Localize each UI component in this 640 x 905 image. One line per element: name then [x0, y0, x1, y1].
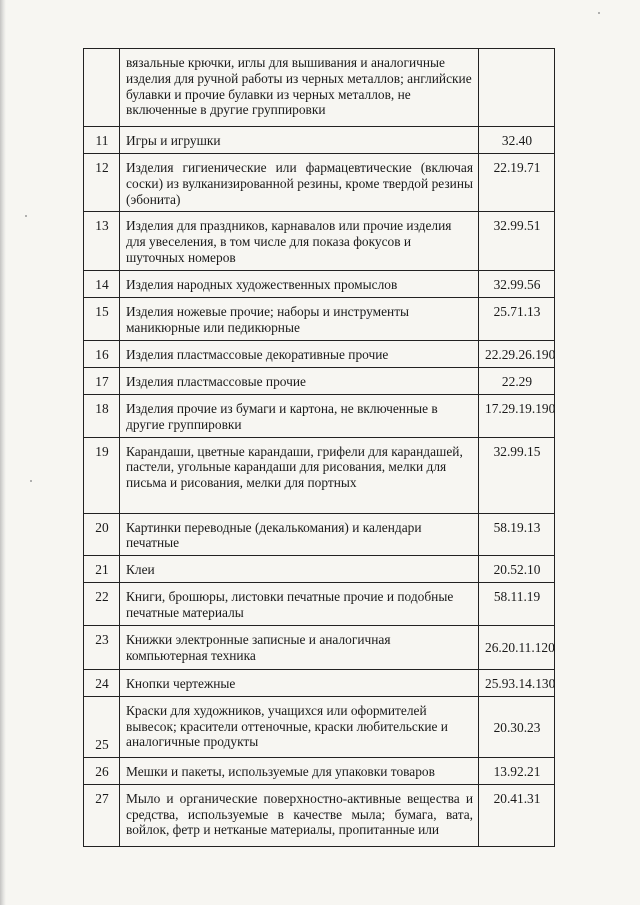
- okpd-code: 25.93.14.130: [479, 669, 555, 696]
- product-name: Изделия пластмассовые декоративные прочие: [120, 340, 479, 367]
- okpd-code: 20.52.10: [479, 556, 555, 583]
- product-name: Изделия гигиенические или фармацевтические (включая соски) из вулканизированной резины, кроме твердой резины (эбонита): [120, 154, 479, 212]
- table-row: [84, 583, 555, 626]
- row-number: 13: [84, 212, 120, 270]
- okpd-code: 32.99.56: [479, 270, 555, 297]
- okpd-code: 13.92.21: [479, 757, 555, 784]
- row-number: [84, 49, 120, 127]
- table-row: [84, 625, 555, 669]
- okpd-code: 22.29: [479, 367, 555, 394]
- product-name: Изделия пластмассовые прочие: [120, 367, 479, 394]
- product-name: Изделия прочие из бумаги и картона, не включенные в другие группировки: [120, 394, 479, 437]
- product-name: Карандаши, цветные карандаши, грифели для карандашей, пастели, угольные карандаши для рисования, мелки для письма и рисования, мелки для портных: [120, 437, 479, 513]
- okpd-code: 32.99.15: [479, 437, 555, 513]
- row-number: 16: [84, 340, 120, 367]
- okpd-code: 32.99.51: [479, 212, 555, 270]
- okpd-code: 20.41.31: [479, 784, 555, 846]
- row-number: 24: [84, 669, 120, 696]
- product-name: Книжки электронные записные и аналогичная компьютерная техника: [120, 625, 479, 669]
- row-number: 11: [84, 127, 120, 154]
- table-row: [84, 127, 555, 154]
- row-number: 18: [84, 394, 120, 437]
- okpd-product-table: [83, 48, 555, 847]
- product-name: вязальные крючки, иглы для вышивания и аналогичные изделия для ручной работы из черных металлов; английские булавки и прочие булавки из черных металлов, не включенные в другие группировки: [120, 49, 479, 127]
- okpd-code: 32.40: [479, 127, 555, 154]
- row-number: 22: [84, 583, 120, 626]
- table-row: [84, 556, 555, 583]
- okpd-code: 20.30.23: [479, 696, 555, 757]
- product-name: Кнопки чертежные: [120, 669, 479, 696]
- row-number: 14: [84, 270, 120, 297]
- product-name: Клеи: [120, 556, 479, 583]
- table-row: [84, 212, 555, 270]
- scan-speck: [598, 12, 600, 14]
- row-number: 25: [84, 696, 120, 757]
- table-row: [84, 367, 555, 394]
- row-number: 12: [84, 154, 120, 212]
- table-row: [84, 297, 555, 340]
- okpd-code: 58.11.19: [479, 583, 555, 626]
- table-row: [84, 49, 555, 127]
- table-row: [84, 437, 555, 513]
- row-number: 15: [84, 297, 120, 340]
- okpd-code: 22.29.26.190: [479, 340, 555, 367]
- table-row: [84, 513, 555, 556]
- row-number: 19: [84, 437, 120, 513]
- table-row: [84, 757, 555, 784]
- table-row: [84, 270, 555, 297]
- scan-speck: [30, 480, 32, 482]
- okpd-code: 26.20.11.120: [479, 625, 555, 669]
- product-name: Краски для художников, учащихся или оформителей вывесок; красители оттеночные, краски любительские и аналогичные продукты: [120, 696, 479, 757]
- row-number: 27: [84, 784, 120, 846]
- scan-edge-shadow: [0, 0, 6, 905]
- scan-speck: [25, 215, 27, 217]
- row-number: 17: [84, 367, 120, 394]
- table-row: [84, 394, 555, 437]
- okpd-code: 58.19.13: [479, 513, 555, 556]
- table-row: [84, 696, 555, 757]
- table-row: [84, 669, 555, 696]
- table-row: [84, 340, 555, 367]
- row-number: 21: [84, 556, 120, 583]
- product-name: Мешки и пакеты, используемые для упаковки товаров: [120, 757, 479, 784]
- table-row: [84, 784, 555, 846]
- okpd-code: 25.71.13: [479, 297, 555, 340]
- okpd-code: [479, 49, 555, 127]
- product-name: Изделия ножевые прочие; наборы и инструменты маникюрные или педикюрные: [120, 297, 479, 340]
- product-name: Изделия для праздников, карнавалов или прочие изделия для увеселения, в том числе для показа фокусов и шуточных номеров: [120, 212, 479, 270]
- okpd-code: 17.29.19.190: [479, 394, 555, 437]
- product-name: Картинки переводные (декалькомания) и календари печатные: [120, 513, 479, 556]
- product-name: Игры и игрушки: [120, 127, 479, 154]
- product-name: Изделия народных художественных промыслов: [120, 270, 479, 297]
- row-number: 23: [84, 625, 120, 669]
- product-name: Мыло и органические поверхностно-активные вещества и средства, используемые в качестве мыла; бумага, вата, войлок, фетр и нетканые материалы, пропитанные или: [120, 784, 479, 846]
- table-row: [84, 154, 555, 212]
- product-name: Книги, брошюры, листовки печатные прочие и подобные печатные материалы: [120, 583, 479, 626]
- okpd-code: 22.19.71: [479, 154, 555, 212]
- row-number: 26: [84, 757, 120, 784]
- row-number: 20: [84, 513, 120, 556]
